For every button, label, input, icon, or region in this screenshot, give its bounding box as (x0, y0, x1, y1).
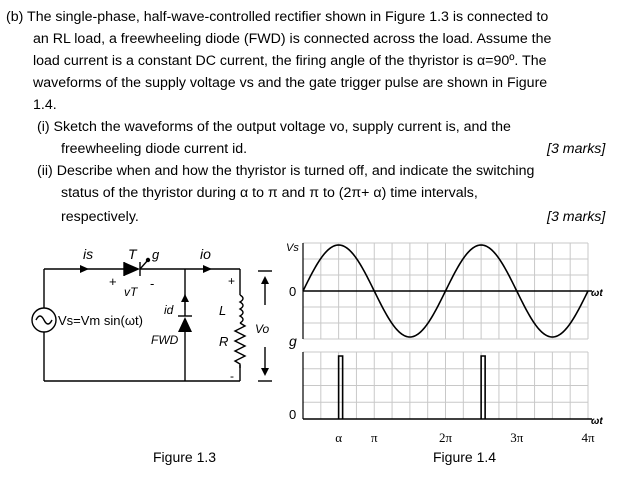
figure-1-3-caption: Figure 1.3 (153, 449, 217, 465)
zero-bottom-label: 0 (289, 407, 297, 422)
label-g: g (152, 247, 160, 262)
part-i-line-2: freewheeling diode current id. (61, 141, 248, 157)
figure-1-4-caption: Figure 1.4 (433, 449, 497, 465)
label-id: id (164, 303, 174, 317)
gate-plot-grid (303, 352, 592, 419)
vs-plot-grid (303, 243, 592, 339)
part-ii-line-1: (ii) Describe when and how the thyristor is turned off, and indicate the switching (37, 163, 535, 179)
wt-top-label: ωt (591, 288, 603, 299)
part-i-line-1: (i) Sketch the waveforms of the output voltage vo, supply current is, and the (37, 119, 511, 135)
x-tick-label: 3π (510, 430, 524, 445)
label-minus-left: - (150, 276, 155, 291)
label-vT: vT (124, 285, 138, 299)
question-line-2: an RL load, a freewheeling diode (FWD) is connected across the load. Assume the (33, 31, 552, 47)
part-ii-marks: [3 marks] (547, 209, 606, 225)
x-tick-labels (335, 430, 595, 445)
gate-pulse (339, 356, 343, 419)
label-io: io (200, 246, 211, 262)
x-tick-label: 2π (438, 430, 453, 445)
x-tick-label: 4π (581, 430, 595, 445)
label-L: L (219, 303, 227, 318)
wt-bottom-label: ωt (591, 416, 603, 427)
vs-axis-label: Vs (286, 242, 299, 254)
label-T: T (128, 246, 137, 262)
part-ii-line-2: status of the thyristor during α to π and π to (2π+ α) time intervals, (61, 185, 478, 201)
gate-pulse (481, 356, 485, 419)
question-line-3: load current is a constant DC current, the firing angle of the thyristor is α=90º. The (33, 53, 547, 69)
question-line-5: 1.4. (33, 97, 57, 113)
label-plus-right: + (228, 274, 236, 288)
label-vo: Vo (255, 322, 270, 336)
question-line-4: waveforms of the supply voltage vs and the gate trigger pulse are shown in Figure (33, 75, 548, 91)
x-tick-label: π (370, 430, 378, 445)
zero-top-label: 0 (289, 284, 297, 299)
label-plus-left: + (109, 274, 117, 289)
part-ii-line-3: respectively. (61, 209, 139, 225)
label-source: Vs=Vm sin(ωt) (58, 313, 143, 328)
g-axis-label: g (289, 333, 297, 349)
question-line-1: (b) The single-phase, half-wave-controlled rectifier shown in Figure 1.3 is connected to (6, 9, 549, 25)
label-FWD: FWD (151, 333, 179, 347)
part-i-marks: [3 marks] (547, 141, 606, 157)
label-minus-right: - (230, 369, 234, 383)
x-tick-label: α (335, 430, 343, 445)
label-is: is (83, 246, 94, 262)
label-R: R (219, 334, 229, 349)
